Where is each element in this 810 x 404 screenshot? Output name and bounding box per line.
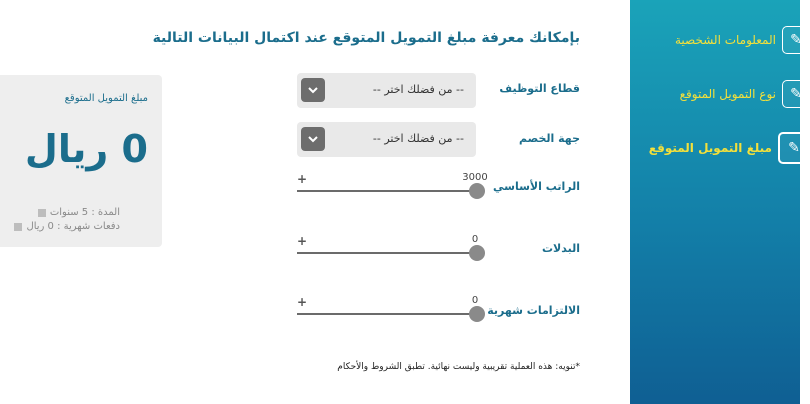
employment-sector-select[interactable] [297, 73, 476, 108]
slider-handle[interactable] [469, 306, 485, 322]
edit-icon: ✎ [782, 26, 810, 54]
deduction-entity-value: -- من فضلك اختر -- [372, 132, 464, 145]
slider-track[interactable] [297, 313, 477, 315]
result-title: مبلغ التمويل المتوقع [64, 93, 148, 104]
employment-sector-label: قطاع التوظيف [499, 82, 580, 95]
sidebar-item-personal-info[interactable] [675, 26, 800, 54]
allowances-label: البدلات [542, 242, 580, 255]
allowances-slider[interactable] [297, 234, 485, 264]
sidebar-item-label: المعلومات الشخصية [675, 33, 776, 47]
deduction-entity-label: جهة الخصم [519, 132, 580, 145]
disclaimer-note: *تنويه: هذه العملية تقريبية وليست نهائية. تطبق الشروط والأحكام [337, 362, 580, 372]
sidebar [630, 0, 800, 404]
bullet-square-icon [38, 209, 46, 217]
result-amount: 0 ريال [24, 127, 148, 171]
monthly-obligations-label: الالتزامات شهرية [487, 304, 580, 317]
monthly-payments-info [14, 221, 120, 232]
chevron-down-icon [301, 127, 325, 151]
sidebar-item-label: نوع التمويل المتوقع [679, 87, 776, 101]
slider-handle[interactable] [469, 183, 485, 199]
basic-salary-label: الراتب الأساسي [493, 180, 580, 193]
sidebar-item-financing-amount[interactable] [649, 132, 800, 164]
bullet-square-icon [14, 223, 22, 231]
employment-sector-value: -- من فضلك اختر -- [372, 83, 464, 96]
page-title: بإمكانك معرفة مبلغ التمويل المتوقع عند اكتمال البيانات التالية [152, 30, 580, 46]
plus-icon[interactable]: + [297, 295, 308, 309]
slider-value: 0 [471, 234, 479, 245]
chevron-down-icon [301, 78, 325, 102]
duration-text: المدة : 5 سنوات [49, 207, 120, 218]
deduction-entity-select[interactable] [297, 122, 476, 157]
sidebar-item-financing-type[interactable] [680, 80, 800, 108]
plus-icon[interactable]: + [297, 172, 308, 186]
plus-icon[interactable]: + [297, 234, 308, 248]
result-card [0, 75, 162, 247]
slider-track[interactable] [297, 252, 477, 254]
edit-icon: ✎ [778, 132, 810, 164]
slider-value: 0 [471, 295, 479, 306]
sidebar-item-label: مبلغ التمويل المتوقع [648, 141, 772, 155]
slider-handle[interactable] [469, 245, 485, 261]
monthly-payments-text: دفعات شهرية : 0 ريال [26, 221, 120, 232]
edit-icon: ✎ [782, 80, 810, 108]
slider-track[interactable] [297, 190, 477, 192]
monthly-obligations-slider[interactable] [297, 295, 485, 325]
duration-info [38, 207, 120, 218]
slider-value: 3000 [462, 172, 488, 183]
basic-salary-slider[interactable] [297, 172, 488, 202]
